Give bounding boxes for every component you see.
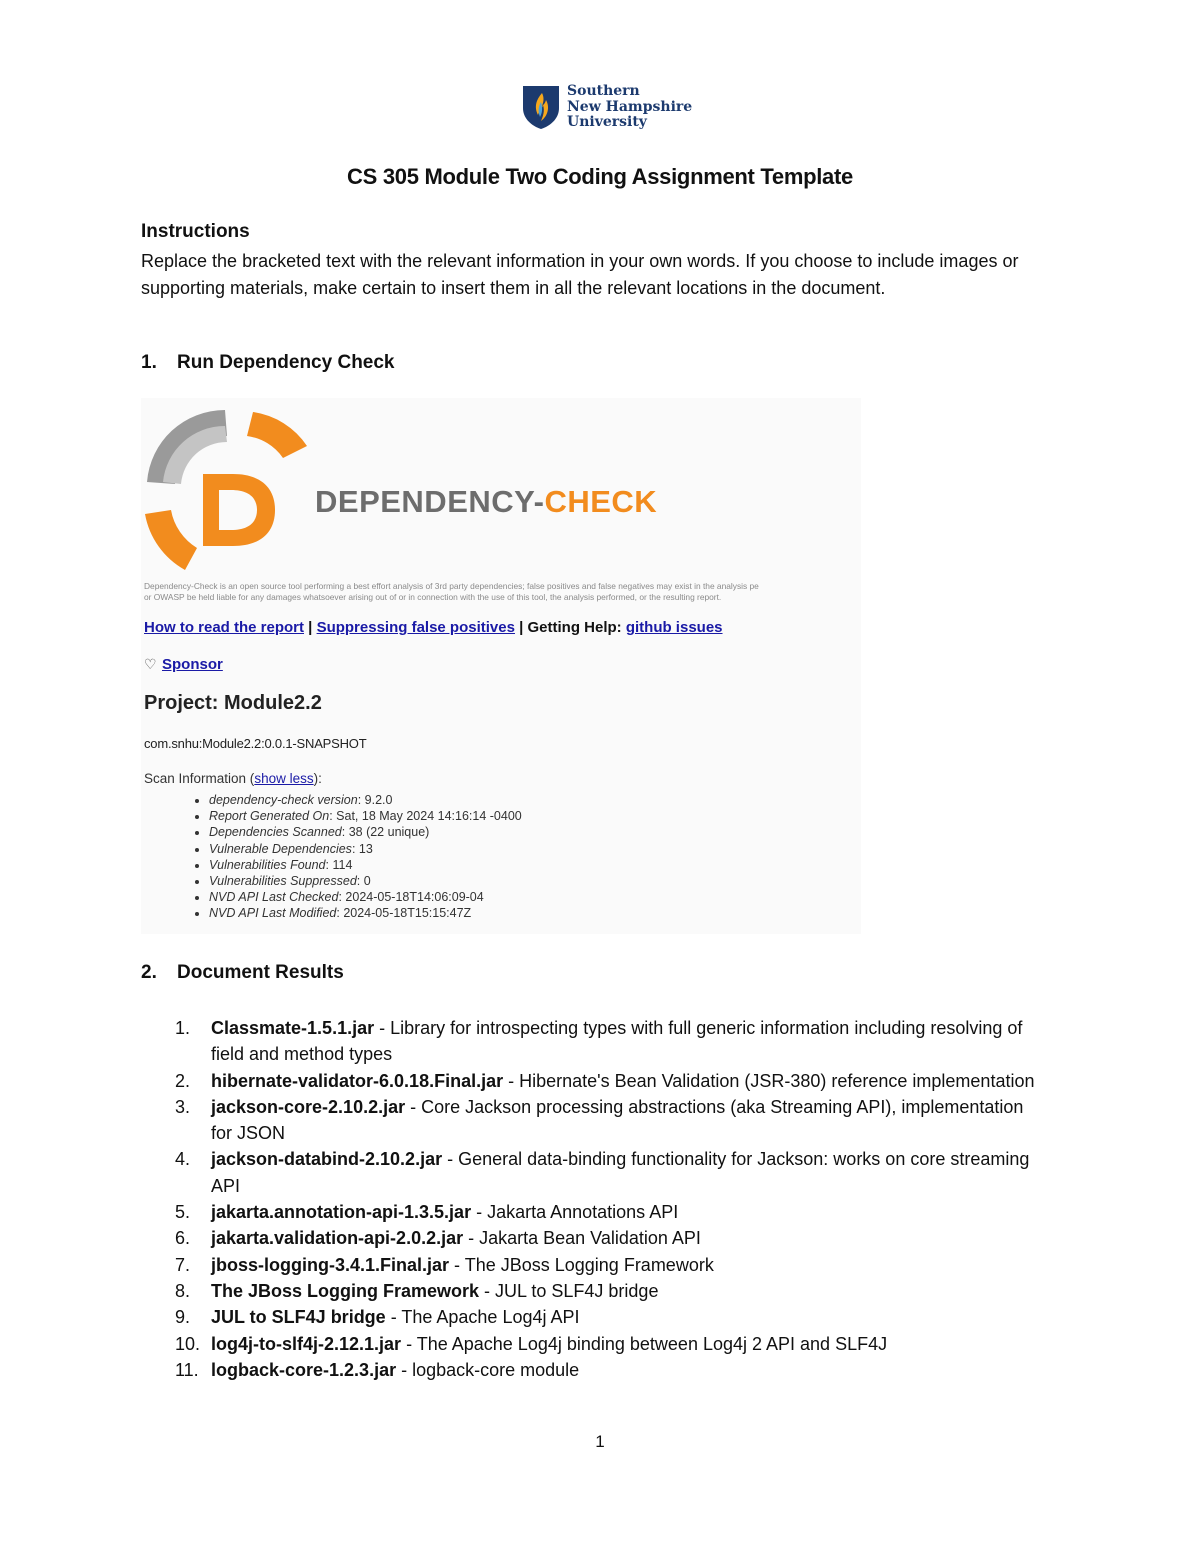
scan-information-label [144, 771, 322, 786]
github-issues-link[interactable]: github issues [625, 619, 723, 636]
scan-item: • Report Generated On: Sat, 18 May 2024 14:16:14 -0400 [209, 808, 522, 824]
snhu-wordmark [567, 84, 692, 131]
disclaimer-line-1: Dependency-Check is an open source tool performing a best effort analysis of 3rd party dependencies; false positives and false negatives may exist in the analysis pe [144, 581, 759, 591]
section-2-number: 2. [141, 962, 157, 983]
dependency-check-screenshot [141, 398, 861, 934]
list-item: 5. jakarta.annotation-api-1.3.5.jar - Jakarta Annotations API [175, 1202, 679, 1223]
getting-help-label: | Getting Help: [514, 619, 626, 636]
scan-item: • NVD API Last Modified: 2024-05-18T15:15:47Z [209, 905, 522, 921]
heart-icon: ♡ [144, 656, 157, 672]
section-1-heading [141, 352, 395, 374]
instructions-body: Replace the bracketed text with the relevant information in your own words. If you choose to include images or supporting materials, make certain to insert them in all the relevant locations in the document. [141, 251, 1019, 298]
scan-prefix: Scan Information ( [144, 771, 255, 786]
project-title: Project: Module2.2 [144, 692, 322, 714]
logo-line-3: University [567, 114, 647, 130]
snhu-shield-icon [521, 84, 561, 130]
list-item: 7. jboss-logging-3.4.1.Final.jar - The JBoss Logging Framework [175, 1254, 714, 1275]
dependency-check-wordmark [315, 484, 657, 520]
wordmark-dependency: DEPENDENCY- [315, 484, 545, 519]
sponsor-row [144, 656, 223, 673]
list-item: 4. jackson-databind-2.10.2.jar - General data-binding functionality for Jackson: works on core streaming API [175, 1149, 1030, 1196]
scan-item: • Dependencies Scanned: 38 (22 unique) [209, 824, 522, 840]
scan-item: • Vulnerable Dependencies: 13 [209, 841, 522, 857]
link-separator-1: | [304, 619, 317, 636]
logo-line-1: Southern [567, 83, 640, 99]
list-item: 1. Classmate-1.5.1.jar - Library for introspecting types with full generic information including resolving of field and method types [175, 1018, 1023, 1065]
snhu-logo [521, 84, 692, 131]
instructions-heading: Instructions [141, 221, 250, 242]
report-help-links [144, 619, 723, 636]
suppressing-false-positives-link[interactable]: Suppressing false positives [316, 619, 515, 636]
list-item: 3. jackson-core-2.10.2.jar - Core Jackson processing abstractions (aka Streaming API), implementation for JSON [175, 1096, 1024, 1144]
wordmark-check: CHECK [544, 484, 658, 519]
section-1-title: Run Dependency Check [177, 352, 395, 373]
disclaimer-line-2: or OWASP be held liable for any damages whatsoever arising out of or in connection with the use of this tool, the analysis performed, or the resulting report. [144, 592, 722, 602]
scan-item: • Vulnerabilities Found: 114 [209, 857, 522, 873]
list-item: 6. jakarta.validation-api-2.0.2.jar - Jakarta Bean Validation API [175, 1228, 701, 1249]
list-item: 2. hibernate-validator-6.0.18.Final.jar - Hibernate's Bean Validation (JSR-380) reference implementation [175, 1070, 1035, 1091]
section-2-title: Document Results [177, 962, 344, 983]
how-to-read-link[interactable]: How to read the report [144, 619, 305, 636]
list-item: 8. The JBoss Logging Framework - JUL to SLF4J bridge [175, 1280, 659, 1301]
scan-item: • Vulnerabilities Suppressed: 0 [209, 873, 522, 889]
report-disclaimer [144, 581, 859, 603]
show-less-link[interactable]: show less [254, 771, 314, 786]
sponsor-link[interactable]: Sponsor [162, 656, 223, 673]
logo-line-2: New Hampshire [567, 98, 693, 115]
scan-item: • dependency-check version: 9.2.0 [209, 792, 522, 808]
section-2-heading [141, 962, 344, 984]
list-item: 9. JUL to SLF4J bridge - The Apache Log4j API [175, 1307, 580, 1328]
scan-item: • NVD API Last Checked: 2024-05-18T14:06:09-04 [209, 889, 522, 905]
document-title: CS 305 Module Two Coding Assignment Template [347, 164, 853, 189]
section-1-number: 1. [141, 352, 157, 373]
list-item: 11. logback-core-1.2.3.jar - logback-core module [175, 1359, 580, 1380]
page-number: 1 [595, 1432, 605, 1451]
dependency-check-logo-icon [141, 402, 321, 572]
list-item: 10. log4j-to-slf4j-2.12.1.jar - The Apache Log4j binding between Log4j 2 API and SLF4J [175, 1333, 888, 1354]
results-list [175, 1015, 1045, 1383]
scan-info-list [191, 792, 522, 922]
scan-suffix: ): [313, 771, 322, 786]
project-artifact: com.snhu:Module2.2:0.0.1-SNAPSHOT [144, 736, 367, 751]
